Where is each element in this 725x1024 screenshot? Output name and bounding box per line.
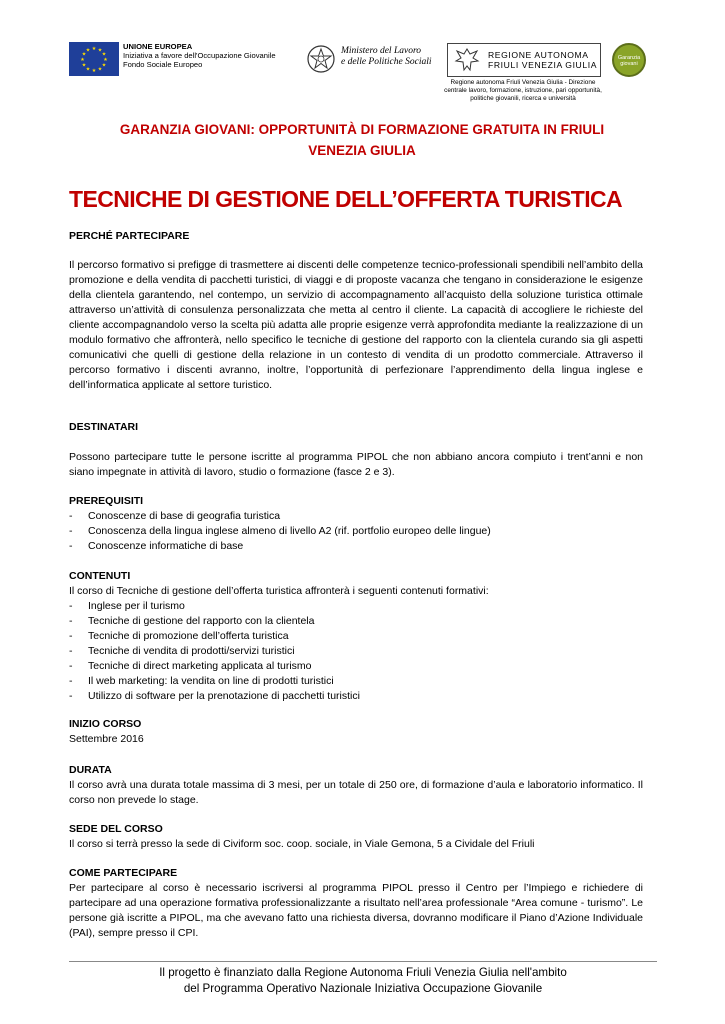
svg-text:★: ★: [80, 57, 85, 63]
section-heading: COME PARTECIPARE: [69, 867, 178, 879]
svg-text:★: ★: [91, 46, 97, 52]
ministry-line-2: e delle Politiche Sociali: [341, 57, 432, 67]
section-heading: DURATA: [69, 764, 112, 776]
contenuti-list: [69, 599, 643, 704]
section-prerequisiti: [69, 494, 643, 554]
badge-line-1: Garanzia: [617, 55, 641, 61]
section-durata: [69, 763, 643, 808]
footer-line-2: del Programma Operativo Nazionale Iniziativa Occupazione Giovanile: [183, 982, 543, 995]
list-item: - Tecniche di promozione dell’offerta turistica: [69, 629, 643, 644]
section-heading: PREREQUISITI: [69, 495, 144, 507]
section-heading: INIZIO CORSO: [69, 718, 142, 730]
section-contenuti: [69, 569, 643, 704]
section-inizio-corso: [69, 717, 643, 747]
section-heading: DESTINATARI: [69, 421, 139, 433]
list-item: - Tecniche di direct marketing applicata al turismo: [69, 659, 643, 674]
eagle-icon: [454, 46, 480, 74]
section-perche-partecipare: [69, 229, 643, 244]
section-heading: SEDE DEL CORSO: [69, 823, 163, 835]
svg-text:★: ★: [101, 51, 107, 58]
sede-text: Il corso si terrà presso la sede di Civiform soc. coop. sociale, in Viale Gemona, 5 a Cividale del Friuli: [69, 838, 535, 850]
region-name: [488, 50, 597, 70]
svg-text:★: ★: [81, 62, 87, 69]
eu-title: UNIONE EUROPEA: [123, 42, 193, 51]
durata-text: Il corso avrà una durata totale massima di 3 mesi, per un totale di 250 ore, di formazione d’aula e laboratorio informatico. Il corso non prevede lo stage.: [69, 779, 643, 806]
list-item: - Tecniche di gestione del rapporto con la clientela: [69, 614, 643, 629]
list-item: - Conoscenze di base di geografia turistica: [69, 509, 643, 524]
prerequisiti-list: [69, 509, 643, 554]
ministry-logo-text: [341, 46, 431, 68]
subtitle-line-1: GARANZIA GIOVANI: OPPORTUNITÀ DI FORMAZIONE GRATUITA IN FRIULI: [119, 122, 605, 137]
garanzia-giovani-badge: [612, 43, 646, 77]
header-logos: [0, 40, 725, 115]
svg-text:★: ★: [101, 62, 107, 69]
svg-text:★: ★: [85, 47, 91, 54]
section-heading: CONTENUTI: [69, 570, 131, 582]
section-sede-corso: [69, 822, 643, 852]
list-item: - Il web marketing: la vendita on line di prodotti turistici: [69, 674, 643, 689]
region-caption: Regione autonoma Friuli Venezia Giulia - Direzione centrale lavoro, formazione, istruzione, pari opportunità, politiche giovanili, ricerca e università: [444, 79, 602, 102]
ministry-emblem-icon: [305, 42, 337, 76]
contenuti-intro: Il corso di Tecniche di gestione dell’offerta turistica affronterà i seguenti contenuti formativi:: [69, 585, 489, 597]
svg-text:★: ★: [85, 66, 91, 73]
section-destinatari: [69, 420, 643, 435]
ministry-line-1: Ministero del Lavoro: [341, 46, 422, 56]
footer: [69, 965, 657, 997]
eu-logo-text: [123, 42, 276, 69]
destinatari-text: Possono partecipare tutte le persone iscritte al programma PIPOL che non abbiano ancora compiuto i trent’anni e non siano impegnate in attività di lavoro, studio o formazione (fasce 2 e 3).: [69, 451, 643, 478]
come-text: Per partecipare al corso è necessario iscriversi al programma PIPOL presso il Centro per l’Impiego e richiedere di partecipare ad una operazione formativa professionalizzante a risultato nell’area professionale “Area comune - turismo”. Le persone già iscritte a PIPOL, ma che avevano fatto una richiesta diversa, dovranno modificare il Piano d’Azione Individuale (PAI), sempre presso il CPI.: [69, 882, 643, 939]
region-line-2: FRIULI VENEZIA GIULIA: [488, 60, 598, 70]
subtitle-line-2: VENEZIA GIULIA: [308, 143, 416, 158]
svg-text:★: ★: [97, 47, 103, 54]
perche-partecipare-text: Il percorso formativo si prefigge di trasmettere ai discenti delle competenze tecnico-professionali spendibili nell’ambito della promozione e della vendita di pacchetti turistici, di viaggi e di proposte vacanza che tengano in considerazione le esigenze della clientela garantendo, nel contempo, un servizio di accompagnamento all’acquisto della soluzione turistica ottimale attraverso un’attività di consulenza personalizzata che metta al centro il cliente. La capacità di accogliere le richieste del cliente accompagnandolo verso la scelta più adatta alle proprie esigenze verrà approfondita mediante la realizzazione di un modulo formativo che affronterà, nello specifico le tecniche di gestione del rapporto con la clientela curando sia gli aspetti comunicativi che quelli di gestione della relazione in un contesto di vendita di un prodotto commerciale. Attraverso il percorso formativo i discenti avranno, inoltre, l’opportunità di perfezionare l’apprendimento della lingua inglese e dell’informatica applicate al settore turistico.: [69, 259, 643, 391]
eu-line-2: Fondo Sociale Europeo: [123, 60, 203, 69]
course-title: TECNICHE DI GESTIONE DELL’OFFERTA TURISTICA: [69, 186, 623, 212]
list-item: - Utilizzo di software per la prenotazione di pacchetti turistici: [69, 689, 643, 704]
program-subtitle: [69, 119, 655, 161]
badge-line-2: giovani: [620, 61, 638, 67]
svg-text:★: ★: [97, 66, 103, 73]
footer-line-1: Il progetto è finanziato dalla Regione Autonoma Friuli Venezia Giulia nell'ambito: [159, 966, 567, 979]
list-item: - Tecniche di vendita di prodotti/servizi turistici: [69, 644, 643, 659]
eu-flag-icon: [69, 42, 119, 76]
list-item: - Inglese per il turismo: [69, 599, 643, 614]
inizio-text: Settembre 2016: [69, 733, 144, 745]
region-logo: [447, 43, 601, 77]
section-come-partecipare: [69, 866, 643, 941]
svg-text:★: ★: [103, 57, 108, 63]
svg-text:★: ★: [81, 51, 87, 58]
region-line-1: REGIONE AUTONOMA: [488, 50, 589, 60]
eu-line-1: Iniziativa a favore dell'Occupazione Giovanile: [123, 51, 276, 60]
list-item: - Conoscenze informatiche di base: [69, 539, 643, 554]
svg-text:★: ★: [91, 68, 97, 74]
list-item: - Conoscenza della lingua inglese almeno di livello A2 (rif. portfolio europeo delle lingue): [69, 524, 643, 539]
section-heading: PERCHÉ PARTECIPARE: [69, 230, 190, 242]
footer-divider: [69, 961, 657, 962]
